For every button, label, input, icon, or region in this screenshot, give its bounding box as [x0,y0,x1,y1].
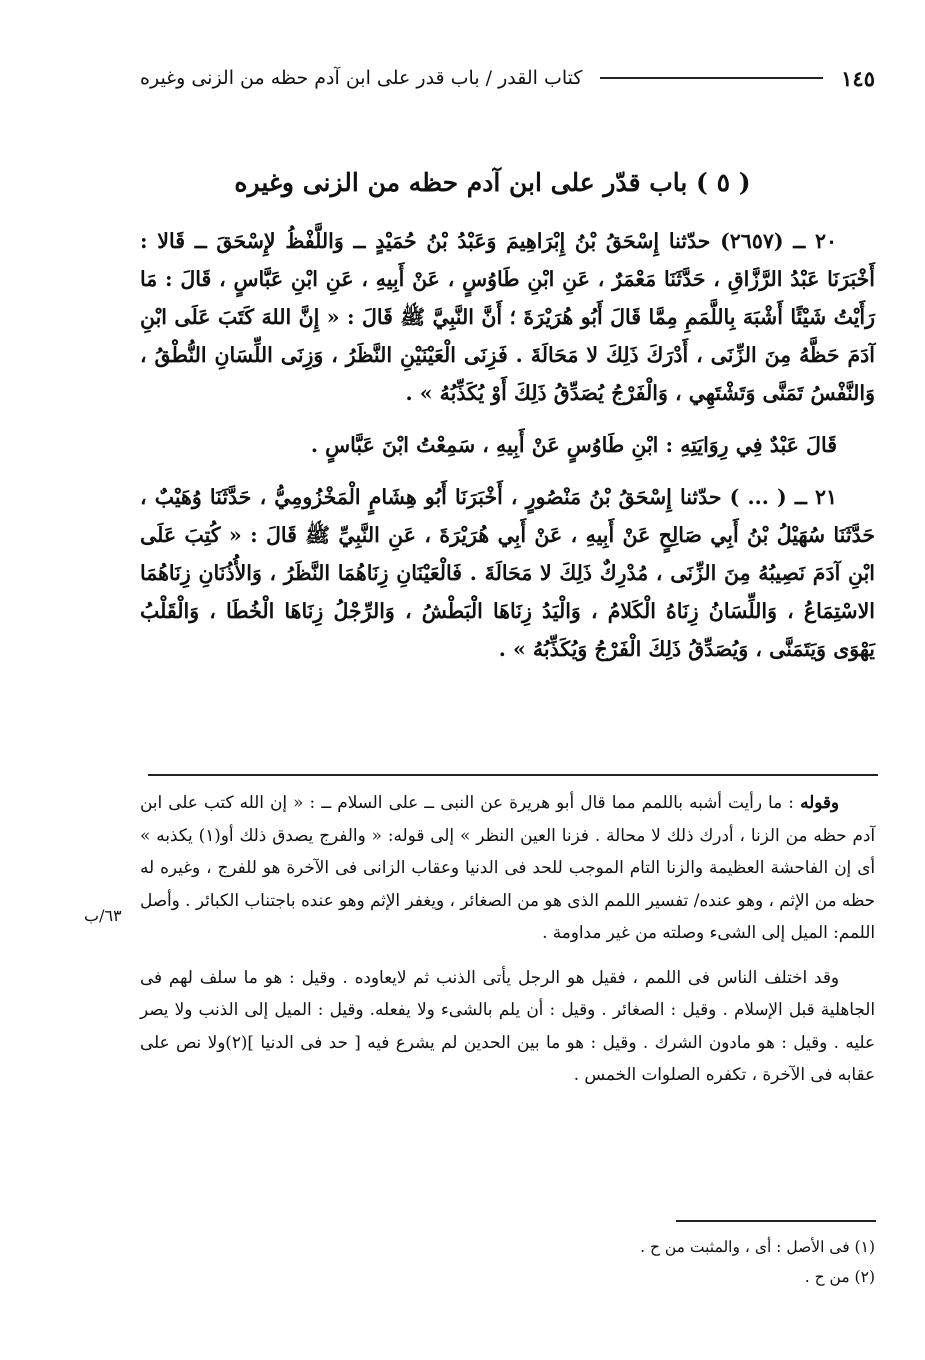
hadith-paragraph-2: قَالَ عَبْدٌ فِي رِوَايَتِهِ : ابْنِ طَاوُسٍ عَنْ أَبِيهِ ، سَمِعْتُ ابْنَ عَبَّاسٍ . [310,433,837,457]
hadith-paragraph-1: ٢٠ ــ (٢٦٥٧) حدّثنا إِسْحَقُ بْنُ إِبْرَاهِيمَ وَعَبْدُ بْنُ حُمَيْدٍ ــ وَاللَّفْظُ لإِسْحَقَ ــ قَالا : أَخْبَرَنَا عَبْدُ الرَّزَّاقِ ، حَدَّثَنَا مَعْمَرٌ ، عَنِ ابْنِ طَاوُسٍ ، عَنْ أَبِيهِ ، عَنِ ابْنِ عَبَّاسٍ ، قَالَ : مَا رَأَيْتُ شَيْئًا أَشْبَهَ بِاللَّمَمِ مِمَّا قَالَ أَبُو هُرَيْرَةَ ؛ أَنَّ النَّبِيَّ ﷺ قَالَ : « إِنَّ اللهَ كَتَبَ عَلَى ابْنِ آدَمَ حَظَّهُ مِنَ الزِّنَى ، أَدْرَكَ ذَلِكَ لا مَحَالَةَ . فَزِنَى الْعَيْنَيْنِ النَّظَرُ ، وَزِنَى اللِّسَانِ النُّطْقُ ، وَالنَّفْسُ تَمَنَّى وَتَشْتَهِي ، وَالْفَرْجُ يُصَدِّقُ ذَلِكَ أَوْ يُكَذِّبُهُ » . [140,229,875,405]
commentary-paragraph-1-text: : ما رأيت أشبه باللمم مما قال أبو هريرة عن النبى ــ على السلام ــ : « إن الله كتب على ابن آدم حظه من الزنا ، أدرك ذلك لا محالة . فزنا العين النظر » إلى قوله: « والفرج يصدق ذلك أو(١) يكذبه » أى إن الفاحشة العظيمة والزنا التام الموجب للحد فى الدنيا وعقاب الزانى فى الآخرة هو للفرج ، وغيره له حظه من الإثم ، وهو عنده/ تفسير اللمم الذى هو من الصغائر ، ويغفر الإثم وهو عنده باجتناب الكبائر . وأصل اللمم: الميل إلى الشىء وصلته من غير مداومة . [140,792,875,942]
manuscript-folio-note: ٦٣/ب [84,906,122,925]
commentary-paragraph-2: وقد اختلف الناس فى اللمم ، فقيل هو الرجل يأتى الذنب ثم لايعاوده . وقيل : هو ما سلف لهم فى الجاهلية قبل الإسلام . وقيل : الصغائر . وقيل : أن يلم بالشىء ولا يفعله. وقيل : الميل إلى الذنب ولا يصر عليه . وقيل : هو مادون الشرك . وقيل : هو ما بين الحدين لم يشرع فيه [ حد فى الدنيا ](٢)ولا نص على عقابه فى الآخرة ، تكفره الصلوات الخمس . [140,966,875,1084]
main-separator [148,774,878,776]
footnotes [140,1232,875,1292]
footnote-1: (١) فى الأصل : أى ، والمثبت من ح . [640,1238,875,1256]
header-rule [600,77,823,79]
running-title: كتاب القدر / باب قدر على ابن آدم حظه من الزنى وغيره [140,67,583,89]
footnote-separator [676,1220,876,1222]
hadith-paragraph-3: ٢١ ــ ( ... ) حدّثنا إِسْحَقُ بْنُ مَنْصُورٍ ، أَخْبَرَنَا أَبُو هِشَامٍ الْمَخْزُومِيُّ ، حَدَّثَنَا وُهَيْبٌ ، حَدَّثَنَا سُهَيْلُ بْنُ أَبِي صَالِحٍ عَنْ أَبِيهِ ، عَنْ أَبِي هُرَيْرَةَ ، عَنِ النَّبِيِّ ﷺ قَالَ : « كُتِبَ عَلَى ابْنِ آدَمَ نَصِيبُهُ مِنَ الزِّنَى ، مُدْرِكٌ ذَلِكَ لا مَحَالَةَ . فَالْعَيْنَانِ زِنَاهُمَا النَّظَرُ ، وَالأُذُنَانِ زِنَاهُمَا الاسْتِمَاعُ ، وَاللِّسَانُ زِنَاهُ الْكَلامُ ، وَالْيَدُ زِنَاهَا الْبَطْشُ ، وَالرِّجْلُ زِنَاهَا الْخُطَا ، وَالْقَلْبُ يَهْوَى وَيَتَمَنَّى ، وَيُصَدِّقُ ذَلِكَ الْفَرْجُ وَيُكَذِّبُهُ » . [140,485,875,661]
chapter-title: ( ٥ ) باب قدّر على ابن آدم حظه من الزنى وغيره [234,168,751,197]
commentary-lead: وقوله [800,792,839,812]
commentary [140,786,875,1103]
footnote-2: (٢) من ح . [804,1268,875,1286]
page-number: ١٤٥ [841,65,875,91]
hadith-text [140,222,875,682]
running-header [140,58,875,98]
commentary-paragraph-1 [140,786,875,949]
